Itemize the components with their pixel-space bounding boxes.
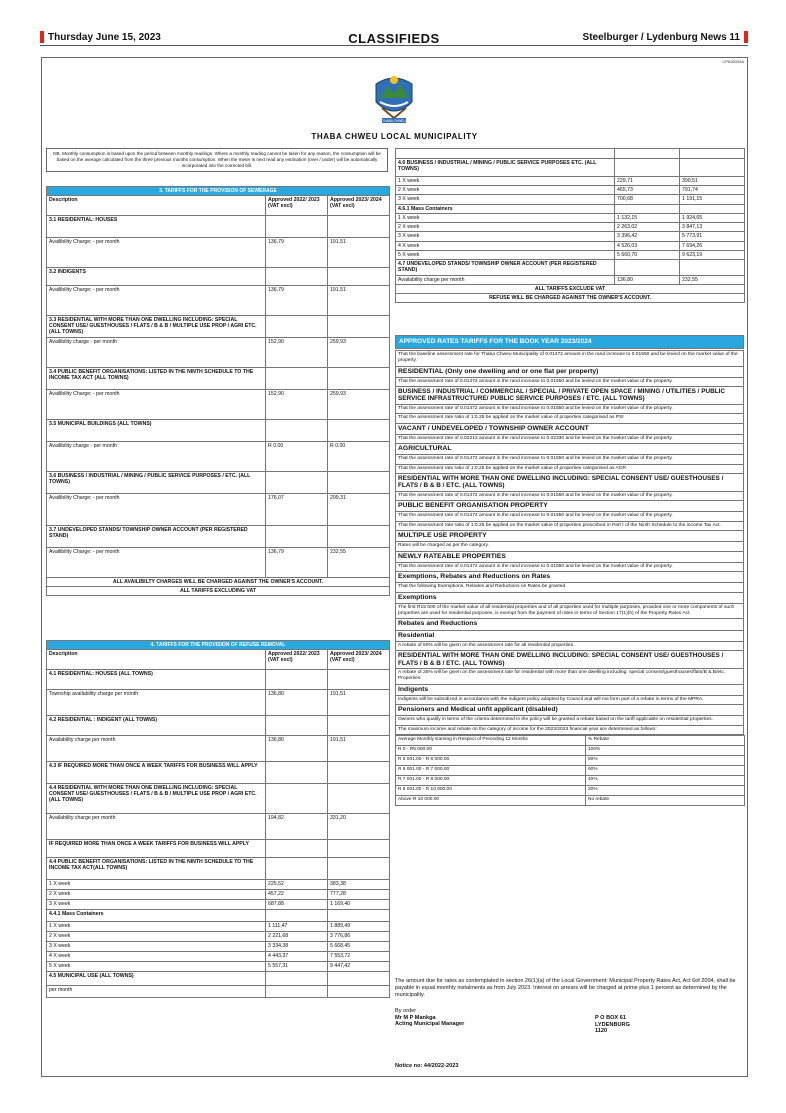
row-value-2022: 136,79 (266, 286, 328, 316)
rates-category-text: That the assessment rate of 0.01472 amount in the rand increase to 0.01550 and be levied on the market value of the property. (395, 378, 744, 387)
row-description: Availibility Charge: - per month (47, 238, 266, 268)
row-description: 3.4 PUBLIC BENEFIT ORGANISATIONS: LISTED IN THE NINTH SCHEDULE TO THE INCOME TAX ACT (ALL TOWNS) (47, 368, 266, 390)
row-description: per month (47, 986, 266, 998)
table-row (47, 840, 390, 858)
signature-block (395, 1008, 744, 1035)
rates-category-heading: BUSINESS / INDUSTRIAL / COMMERCIAL / SPECIAL / PRIVATE OPEN SPACE / MINING / UTILITIES / PUBLIC SERVICE INFRASTRUCTURE/ PUBLIC SERVICE PURPOSES / ETC. (ALL TOWNS) (395, 387, 744, 405)
col-description: Description (47, 650, 266, 670)
row-value-2022: 136,79 (266, 548, 328, 578)
row-value-2023 (328, 784, 390, 814)
row-value-2022: 229,71 (615, 177, 680, 186)
rebate-percent: 20% (586, 786, 745, 796)
row-description: 3.1 RESIDENTIAL: HOUSES (47, 216, 266, 238)
row-value-2023 (328, 316, 390, 338)
row-value-2023: 259,93 (328, 390, 390, 420)
row-value-2023: 7 694,26 (680, 241, 745, 250)
rates-category-text: A rebate of 50% will be given on the assessment rate for all residential properties. (395, 642, 744, 651)
row-description: 4.2 RESIDENTIAL : INDIGENT (ALL TOWNS) (47, 716, 266, 736)
row-value-2022: R 0.00 (266, 442, 328, 472)
row-description: 3 X week (396, 195, 615, 204)
row-value-2022 (266, 840, 328, 858)
row-value-2022 (266, 316, 328, 338)
row-description: 4.4 PUBLIC BENEFIT ORGANISATIONS: LISTED IN THE NINTH SCHEDULE TO THE INCOME TAX ACT(ALL TOWNS) (47, 858, 266, 880)
rebate-percent: 100% (586, 746, 745, 756)
row-value-2023 (328, 716, 390, 736)
earnings-row (396, 796, 745, 806)
row-value-2023: 3 776,86 (328, 932, 390, 942)
col-approved-2023: Approved 2023/ 2024 (VAT excl) (328, 196, 390, 216)
row-description: 4.6 BUSINESS / INDUSTRIAL / MINING / PUBLIC SERVICE PURPOSES ETC. (ALL TOWNS) (396, 159, 615, 177)
row-description: 4.6.1 Mass Containers (396, 204, 615, 213)
row-value-2023 (328, 216, 390, 238)
row-value-2023: 191,51 (328, 736, 390, 762)
rates-title: APPROVED RATES TARIFFS FOR THE BOOK YEAR 2023/2024 (395, 335, 744, 349)
table-footer (396, 294, 745, 303)
row-value-2023 (328, 972, 390, 986)
row-value-2022 (266, 986, 328, 998)
row-description: Availibility Charge: - per month (47, 390, 266, 420)
row-description: 4 X week (47, 952, 266, 962)
table-row (47, 762, 390, 784)
row-value-2022: 176,07 (266, 494, 328, 526)
table-row (47, 814, 390, 840)
town: LYDENBURG (595, 1021, 630, 1028)
notice-number: Notice no: 44/2022-2023 (395, 1063, 459, 1069)
row-value-2023 (328, 268, 390, 286)
row-description: 4.4 RESIDENTIAL WITH MORE THAN ONE DWELLING INCLUDING: SPECIAL CONSENT USE/ GUESTHOUSES / FLATS / B & B / MULTIPLE USE PROP / AGRI ETC. (ALL TOWNS) (47, 784, 266, 814)
row-value-2023 (328, 910, 390, 922)
row-description: Availability charge per month (47, 814, 266, 840)
row-value-2022: 700,68 (615, 195, 680, 204)
table-row (47, 390, 390, 420)
signatory-name: Mr M P Mankga (395, 1014, 436, 1021)
earnings-range: R 7 001.00 - R 8 000.00 (396, 776, 586, 786)
table-row (47, 690, 390, 716)
row-value-2022: 4 526,03 (615, 241, 680, 250)
earnings-rebate-table (395, 735, 745, 806)
row-value-2022: 457,22 (266, 890, 328, 900)
row-value-2023: 331,20 (328, 814, 390, 840)
table-row (396, 186, 745, 195)
row-value-2023 (328, 670, 390, 690)
row-value-2023: 232,55 (328, 548, 390, 578)
row-description: Township availability charge per month (47, 690, 266, 716)
rates-category-text: That the following Exemptions, Rebates and Reductions on Rates be granted (395, 583, 744, 592)
table-row (396, 204, 745, 213)
table-row (47, 316, 390, 338)
rates-category-heading: NEWLY RATEABLE PROPERTIES (395, 552, 744, 563)
table-row (47, 472, 390, 494)
advert-reference: CP626094A (722, 59, 744, 64)
row-value-2023: 9 623,19 (680, 250, 745, 259)
col-description: Description (47, 196, 266, 216)
row-value-2022 (615, 149, 680, 159)
row-value-2023: 791,74 (680, 186, 745, 195)
rates-category-text: That the assessment rate ratio of 1:0.25 be applied on the market value of properties categorised as PSI (395, 414, 744, 423)
table-row (396, 241, 745, 250)
rebate-percent: 80% (586, 756, 745, 766)
row-value-2023 (328, 526, 390, 548)
row-value-2023: 232,55 (680, 275, 745, 284)
row-value-2022 (266, 368, 328, 390)
row-value-2022 (266, 670, 328, 690)
row-value-2022: 1 132,15 (615, 213, 680, 222)
rates-category-heading: Pensioners and Medical unfit applicant (disabled) (395, 705, 744, 716)
by-order: By order (395, 1008, 417, 1014)
consumption-note: NB. Monthly consumption is based upon the period between monthly readings. Where a monthly reading cannot be taken for any reason, the consumption will be based on the average calculated from the three previous months consumption. When the meter is next read any estimation (over / under) will be automatically incorporated into the corrected bill. (46, 148, 388, 172)
row-value-2022: 465,73 (615, 186, 680, 195)
table-row (396, 250, 745, 259)
row-description: 5 X week (396, 250, 615, 259)
rates-category-text: Rates will be charged as per the category. (395, 542, 744, 551)
row-value-2023: 259,93 (328, 338, 390, 368)
row-value-2022 (266, 762, 328, 784)
earnings-range: R 6 001.00 - R 7 000.00 (396, 766, 586, 776)
rates-category-text: Indigents will be subsidized in accordance with the indigent policy adopted by Council and will not form part of a rebate in terms of the MPRA. (395, 696, 744, 705)
table-row (47, 716, 390, 736)
rebate-header: % Rebate (586, 736, 745, 746)
row-description: 3.6 BUSINESS / INDUSTRIAL / MINING / PUBLIC SERVICE PURPOSES / ETC. (ALL TOWNS) (47, 472, 266, 494)
row-value-2023 (328, 472, 390, 494)
col-approved-2022: Approved 2022/ 2023 (VAT excl) (266, 650, 328, 670)
rates-section (395, 335, 744, 806)
earnings-range: Above R 10 000.00 (396, 796, 586, 806)
row-value-2023: R 0.00 (328, 442, 390, 472)
rates-category-heading: Exemptions, Rebates and Reductions on Rates (395, 572, 744, 583)
row-value-2022: 5 660,70 (615, 250, 680, 259)
table-row (47, 526, 390, 548)
row-value-2022: 3 334,38 (266, 942, 328, 952)
row-value-2022: 2 263,02 (615, 223, 680, 232)
row-description: 3.3 RESIDENTIAL WITH MORE THAN ONE DWELLING INCLUDING: SPECIAL CONSENT USE/ GUESTHOUSES / FLATS / B & B / MULTIPLE USE PROP / AGRI ETC. (ALL TOWNS) (47, 316, 266, 338)
row-value-2023 (328, 858, 390, 880)
row-value-2023: 299,31 (328, 494, 390, 526)
sewerage-table (46, 186, 390, 596)
table-row (396, 159, 745, 177)
row-value-2022 (266, 268, 328, 286)
row-description: Availibility charge - per month (47, 338, 266, 368)
row-description: 2 X week (47, 932, 266, 942)
header-date: Thursday June 15, 2023 (48, 32, 161, 43)
rates-category-text: That the assessment rate of 0.01472 amount in the rand increase to 0.01550 and be levied on the market value of the property. (395, 455, 744, 464)
footer-note: ALL TARIFFS EXCLUDE VAT (396, 284, 745, 293)
table-row (47, 880, 390, 890)
rates-category-heading: RESIDENTIAL WITH MORE THAN ONE DWELLING INCLUDING: SPECIAL CONSENT USE/ GUESTHOUSES / FLATS / B & B / ETC. (ALL TOWNS) (395, 474, 744, 492)
row-description: 4.3 IF REQUIRED MORE THAN ONCE A WEEK TARIFFS FOR BUSINESS WILL APPLY (47, 762, 266, 784)
table-row (47, 922, 390, 932)
row-value-2022 (266, 972, 328, 986)
header-publication: Steelburger / Lydenburg News 11 (582, 32, 740, 43)
row-description: 3.7 UNDEVELOPED STANDS/ TOWNSHIP OWNER ACCOUNT (PER REGISTERED STAND) (47, 526, 266, 548)
po-box: P O BOX 61 (595, 1015, 626, 1021)
row-value-2022 (615, 260, 680, 275)
row-description: 1 X week (396, 213, 615, 222)
page-header (40, 30, 748, 46)
row-value-2022 (266, 858, 328, 880)
row-value-2023: 9 447,42 (328, 962, 390, 972)
row-value-2022 (266, 216, 328, 238)
sewerage-title: 3. TARIFFS FOR THE PROVISION OF SEWERAGE (47, 187, 390, 196)
row-description: Availibility Charge: - per month (47, 286, 266, 316)
row-value-2022 (615, 204, 680, 213)
earnings-range: R 5 001.00 - R 6 000.00 (396, 756, 586, 766)
table-footer (47, 578, 390, 587)
rates-category-text: That the assessment rate of 0.01472 amount in the rand increase to 0.01550 and be levied on the market value of the property. (395, 405, 744, 414)
row-value-2023: 390,51 (680, 177, 745, 186)
row-value-2023 (328, 368, 390, 390)
row-description: 2 X week (396, 186, 615, 195)
row-value-2023: 1 924,65 (680, 213, 745, 222)
rates-category-text: That the assessment rate ratio of 1:0.25 be applied on the market value of properties categorised as AGR (395, 465, 744, 474)
table-row (47, 962, 390, 972)
table-row (396, 213, 745, 222)
row-value-2023 (328, 840, 390, 858)
row-description: 5 X week (47, 962, 266, 972)
row-value-2023: 191,51 (328, 286, 390, 316)
row-description: Availability charge per month (396, 275, 615, 284)
header-section: CLASSIFIEDS (348, 31, 440, 46)
row-description: 3 X week (47, 900, 266, 910)
row-description: Availibility Charge: - per month (47, 494, 266, 526)
row-description: 2 X week (396, 223, 615, 232)
postal-code: 1120 (595, 1028, 608, 1035)
rates-category-heading: Rebates and Reductions (395, 619, 744, 630)
refuse-title: 4. TARIFFS FOR THE PROVISION OF REFUSE REMOVAL (47, 641, 390, 650)
row-description: 4.4.1 Mass Containers (47, 910, 266, 922)
table-footer (396, 284, 745, 293)
row-description: 2 X week (47, 890, 266, 900)
table-row (396, 149, 745, 159)
row-value-2022: 194,82 (266, 814, 328, 840)
rates-category-heading: AGRICULTURAL (395, 444, 744, 455)
rates-intro: That the baseline assessment rate for Thaba Chweu Municipality of 0.01472 amount in the rand increase to 0.01550 and be levied on the market value of the property. (395, 350, 744, 367)
row-description: 3.5 MUNICIPAL BUILDINGS (ALL TOWNS) (47, 420, 266, 442)
col-approved-2022: Approved 2022/ 2023 (VAT excl) (266, 196, 328, 216)
refuse-table (46, 640, 390, 998)
table-row (396, 177, 745, 186)
rates-category-text: The maximum income and rebate on the category of income for the 2023/2023 financial year are determined as follows: (395, 726, 744, 735)
row-value-2023: 777,28 (328, 890, 390, 900)
rates-category-text: The first R15 000 of the market value of all residential properties and of all properties used for multiple purposes, provided one or more components of such properties are used for residential purposes, is exempt from the payment of rates in terms of Section 17(1)(h) of the Property Rates Act. (395, 604, 744, 620)
row-value-2023: 5 773,91 (680, 232, 745, 241)
business-refuse-table (395, 148, 745, 303)
row-value-2022: 152,90 (266, 390, 328, 420)
table-row (47, 900, 390, 910)
row-value-2023 (328, 986, 390, 998)
table-row (47, 910, 390, 922)
row-value-2022: 136,80 (615, 275, 680, 284)
row-value-2022 (266, 784, 328, 814)
earnings-row (396, 776, 745, 786)
rates-category-text: That the assessment rate of 0.01472 amount in the rand increase to 0.01550 and be levied on the market value of the property. (395, 563, 744, 572)
row-value-2023 (328, 420, 390, 442)
row-description: Availibility charge - per month (47, 442, 266, 472)
table-row (396, 232, 745, 241)
row-value-2023 (680, 149, 745, 159)
row-description: 3.2 INDIGENTS (47, 268, 266, 286)
table-row (47, 216, 390, 238)
row-value-2023: 5 668,45 (328, 942, 390, 952)
row-description: IF REQUIRED MORE THAN ONCE A WEEK TARIFFS FOR BUSINESS WILL APPLY (47, 840, 266, 858)
row-value-2022 (266, 472, 328, 494)
row-value-2023: 7 553,72 (328, 952, 390, 962)
signatory-title: Acting Municipal Manager (395, 1021, 465, 1028)
row-value-2022: 4 443,37 (266, 952, 328, 962)
table-row (47, 986, 390, 998)
row-description: 3 X week (47, 942, 266, 952)
earnings-row (396, 766, 745, 776)
row-value-2022: 5 557,31 (266, 962, 328, 972)
earnings-row (396, 786, 745, 796)
row-value-2022: 3 396,42 (615, 232, 680, 241)
rebate-percent: No rebate (586, 796, 745, 806)
row-description: Availability charge per month (47, 736, 266, 762)
row-value-2022: 136,80 (266, 736, 328, 762)
row-value-2022: 136,79 (266, 238, 328, 268)
row-value-2022: 136,80 (266, 690, 328, 716)
rebate-percent: 40% (586, 776, 745, 786)
rates-category-heading: RESIDENTIAL WITH MORE THAN ONE DWELLING INCLUDING: SPECIAL CONSENT USE/ GUESTHOUSES / FLATS / B & B / ETC. (ALL TOWNS) (395, 651, 744, 669)
row-value-2022: 152,90 (266, 338, 328, 368)
row-value-2023 (328, 762, 390, 784)
row-description: 4 X week (396, 241, 615, 250)
rates-category-heading: PUBLIC BENEFIT ORGANISATION PROPERTY (395, 501, 744, 512)
rates-category-heading: MULTIPLE USE PROPERTY (395, 531, 744, 542)
rates-category-text: Owners who qualify in terms of the criteria determined in the policy will be granted a rebate based on the tariff applicable on residential properties. (395, 716, 744, 725)
table-row (47, 286, 390, 316)
row-value-2022 (266, 420, 328, 442)
table-footer (47, 587, 390, 596)
table-row (47, 442, 390, 472)
table-row (47, 932, 390, 942)
footer-note: ALL AVAILIBILTY CHARGES WILL BE CHARGED AGAINST THE OWNER'S ACCOUNT. (47, 578, 390, 587)
table-row (47, 784, 390, 814)
rates-category-text: A rebate of 25% will be given on the assessment rate for residential with more than one dwelling including: special consent/guesthouses/flats/B & B/etc. Properties. (395, 669, 744, 685)
earnings-header: Average Monthly Earning in Respect of Preceding 12 Months (396, 736, 586, 746)
row-description: 4.5 MUNICIPAL USE (ALL TOWNS) (47, 972, 266, 986)
advert-box (41, 57, 748, 1077)
rates-category-heading: VACANT / UNDEVELOPED / TOWNSHIP OWNER ACCOUNT (395, 424, 744, 435)
row-value-2022 (266, 716, 328, 736)
row-value-2022 (266, 526, 328, 548)
row-value-2023: 191,51 (328, 238, 390, 268)
table-row (47, 972, 390, 986)
row-description (396, 149, 615, 159)
rates-category-text: That the assessment rate ratio of 1:0.25 be applied on the market value of properties prescribed in Part I of the Ninth Schedule to the income Tax Act. (395, 522, 744, 531)
row-value-2022 (266, 910, 328, 922)
row-description: 1 X week (396, 177, 615, 186)
table-row (47, 890, 390, 900)
col-approved-2023: Approved 2023/ 2024 (VAT excl) (328, 650, 390, 670)
row-description: Availibility Charge: - per month (47, 548, 266, 578)
table-row (47, 670, 390, 690)
table-row (396, 260, 745, 275)
rates-category-text: That the assessment rate of 0.01472 amount in the rand increase to 0.01550 and be levied on the market value of the property. (395, 512, 744, 521)
rates-category-text: That the assessment rate of 0.02213 amount in the rand increase to 0.02330 and be levied on the market value of the property. (395, 435, 744, 444)
rates-category-heading: Indigents (395, 685, 744, 696)
row-value-2023: 1 889,49 (328, 922, 390, 932)
row-value-2022: 2 221,68 (266, 932, 328, 942)
earnings-range: R 0 - R5 000.00 (396, 746, 586, 756)
table-row (396, 223, 745, 232)
table-row (47, 420, 390, 442)
table-row (47, 494, 390, 526)
row-value-2023: 1 191,15 (680, 195, 745, 204)
table-row (47, 858, 390, 880)
postal-address (595, 1015, 630, 1035)
earnings-row (396, 756, 745, 766)
row-value-2022: 225,52 (266, 880, 328, 890)
row-value-2023: 1 169,40 (328, 900, 390, 910)
header-bar-right (744, 31, 748, 43)
rates-category-heading: Residential (395, 631, 744, 642)
table-row (47, 952, 390, 962)
municipality-name: THABA CHWEU LOCAL MUNICIPALITY (311, 132, 478, 141)
row-value-2023 (680, 204, 745, 213)
row-description: 3 X week (396, 232, 615, 241)
table-row (396, 195, 745, 204)
table-row (47, 368, 390, 390)
row-description: 1 X week (47, 922, 266, 932)
crest-banner-text: THABA CHWEU (382, 119, 406, 123)
row-value-2023: 3 847,13 (680, 223, 745, 232)
table-row (47, 736, 390, 762)
row-value-2023: 191,51 (328, 690, 390, 716)
table-row (47, 548, 390, 578)
row-value-2023 (680, 159, 745, 177)
rates-category-heading: Exemptions (395, 593, 744, 604)
rates-category-heading: RESIDENTIAL (Only one dwelling and or one flat per property) (395, 367, 744, 378)
table-row (47, 268, 390, 286)
row-description: 1 X week (47, 880, 266, 890)
row-value-2022 (615, 159, 680, 177)
earnings-range: R 8 001.00 - R 10 000.00 (396, 786, 586, 796)
row-value-2023: 383,38 (328, 880, 390, 890)
rates-category-text: That the assessment rate of 0.01472 amount in the rand increase to 0.01550 and be levied on the market value of the property. (395, 492, 744, 501)
row-value-2023 (680, 260, 745, 275)
table-row (47, 942, 390, 952)
footer-note: REFUSE WILL BE CHARGED AGAINST THE OWNER'S ACCOUNT. (396, 294, 745, 303)
table-row (47, 338, 390, 368)
table-row (47, 238, 390, 268)
closing-text: The amount due for rates as contemplated in section 26(1)(a) of the Local Government: Municipal Property Rates Act, Act 6of 2004, shall be payable in equal monthly instalments as from July 2023. Interest on arrears will be charged at prime plus 1 percent as determined by the municipality. (395, 978, 736, 998)
row-value-2022: 687,88 (266, 900, 328, 910)
table-row (396, 275, 745, 284)
municipality-crest-icon (362, 68, 426, 132)
footer-note: ALL TARIFFS EXCLUDING VAT (47, 587, 390, 596)
earnings-row (396, 746, 745, 756)
row-description: 4.7 UNDEVELOPED STANDS/ TOWNSHIP OWNER ACCOUNT (PER REGISTERED STAND) (396, 260, 615, 275)
row-description: 4.1 RESIDENTIAL: HOUSES (ALL TOWNS) (47, 670, 266, 690)
row-value-2022: 1 111,47 (266, 922, 328, 932)
rebate-percent: 60% (586, 766, 745, 776)
